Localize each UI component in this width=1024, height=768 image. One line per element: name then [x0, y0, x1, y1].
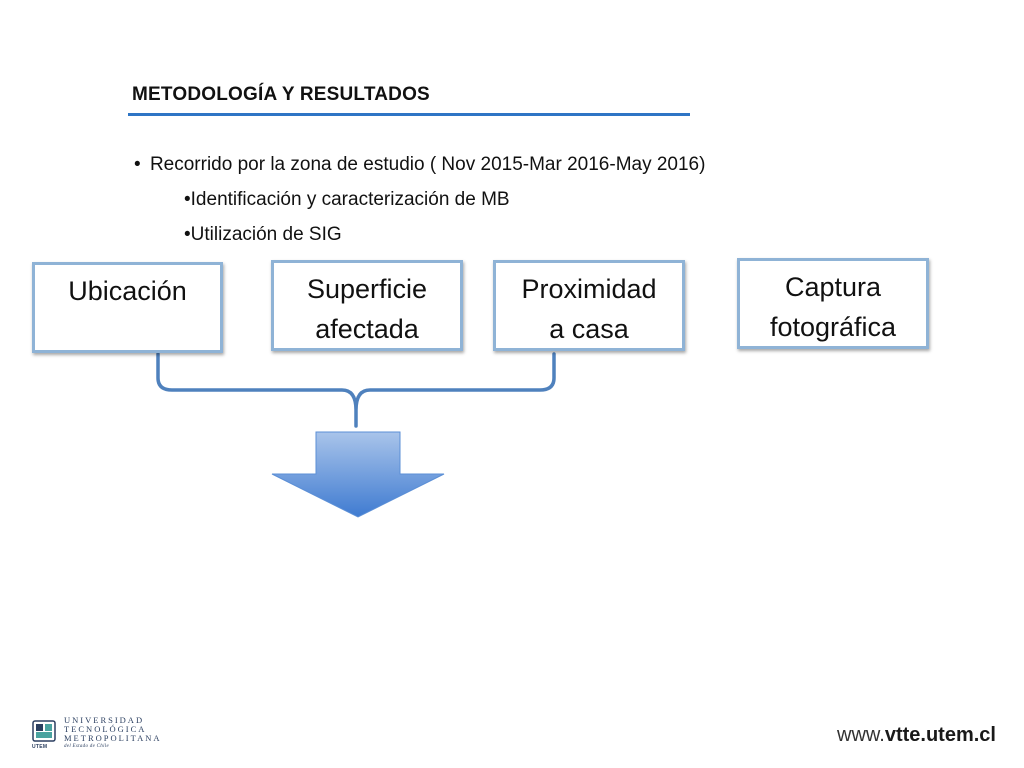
logo-line: TECNOLÓGICA [64, 724, 147, 734]
box-label: Ubicación [68, 276, 187, 306]
logo-wordmark [64, 716, 162, 751]
grouping-brace [158, 354, 554, 426]
box-superficie-afectada [271, 260, 463, 351]
box-ubicacion [32, 262, 223, 353]
sub-bullet-item [184, 223, 342, 247]
university-logo [32, 712, 172, 754]
bullet-text: Utilización de SIG [190, 224, 342, 245]
box-label: Captura [784, 272, 882, 302]
bullet-text: Identificación y caracterización de MB [190, 189, 510, 210]
box-label-line2: a casa [549, 314, 629, 344]
bullet-item [134, 153, 705, 177]
url-domain: vtte.utem.cl [884, 724, 996, 746]
logo-line: METROPOLITANA [64, 733, 162, 743]
shield-icon [32, 720, 56, 742]
logo-line: UNIVERSIDAD [64, 715, 145, 725]
bullet-marker: • [184, 189, 191, 210]
box-label-line2: afectada [315, 314, 419, 344]
box-label: Superficie [306, 274, 428, 304]
logo-tagline: del Estado de Chile [64, 744, 109, 749]
down-arrow [272, 432, 444, 517]
box-captura-fotografica [737, 258, 929, 349]
section-heading: METODOLOGÍA Y RESULTADOS [132, 84, 430, 105]
bullet-marker: • [184, 224, 191, 245]
logo-abbrev: UTEM [32, 744, 48, 750]
box-proximidad-a-casa [493, 260, 685, 351]
bullet-marker: • [134, 154, 141, 175]
box-label: Proximidad [521, 274, 657, 304]
website-url[interactable] [837, 724, 996, 747]
heading-underline [128, 113, 690, 116]
sub-bullet-item [184, 188, 510, 212]
url-prefix: www. [837, 724, 885, 746]
bullet-text: Recorrido por la zona de estudio ( Nov 2015-Mar 2016-May 2016) [149, 154, 706, 175]
box-label-line2: fotográfica [769, 312, 897, 342]
